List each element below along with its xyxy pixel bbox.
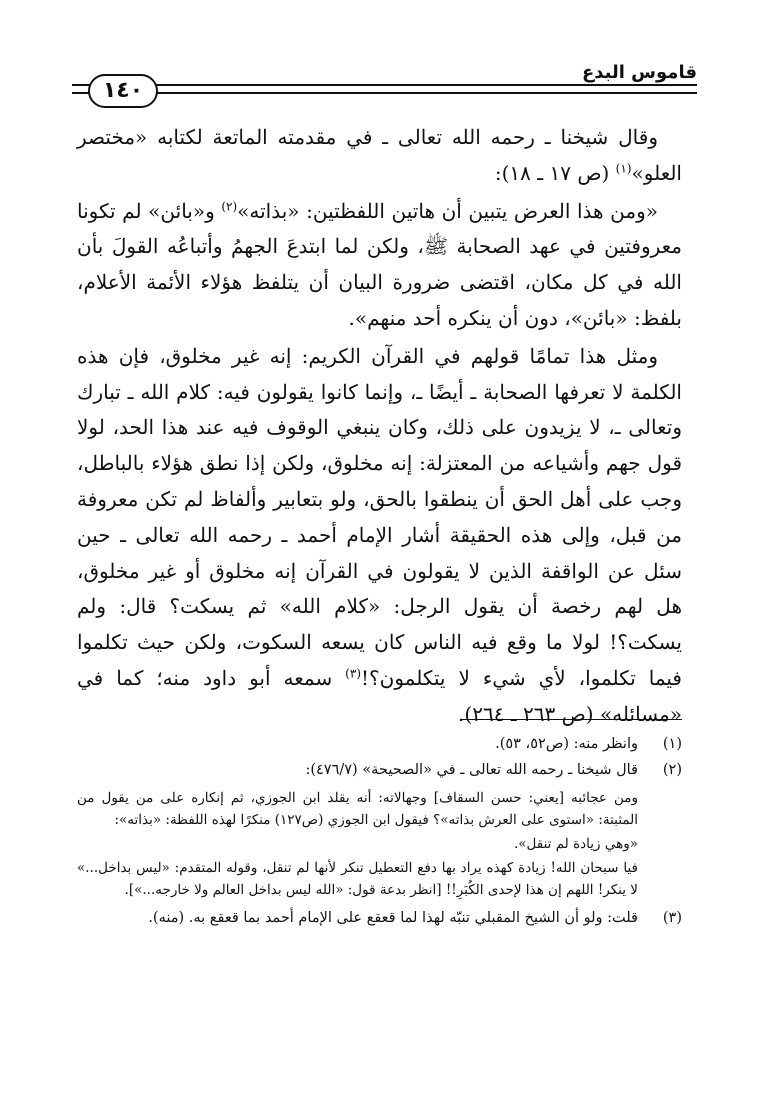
paragraph-2-text-b: و«بائن» لم تكونا معروفتين في عهد الصحابة ﷺ، ولكن لما ابتدعَ الجهمُ وأتباعُه القولَ بأن الله في كل مكان، اقتضى ضرورة البيان أن يتلفظ هؤلاء الأئمة الأعلام، بلفظ: «بائن»، دون أن ينكره أحد منهم». [77,198,682,330]
footnote-1 [77,731,682,757]
footnote-3-text: قلت: ولو أن الشيخ المقبلي تنبّه لهذا لما قعقع على الإمام أحمد بما قعقع به. (منه). [148,910,638,926]
paragraph-3 [77,339,682,733]
main-text [77,120,682,735]
footnote-2-quote-2: «وهي زيادة لم تنقل». [513,836,638,852]
footnote-3-marker: (٣) [662,910,682,926]
footnote-2-quote [77,787,682,901]
header-rule-lower [72,92,697,94]
footnote-2-text: قال شيخنا ـ رحمه الله تعالى ـ في «الصحيحة» (٤٧٦/٧): [305,762,638,778]
paragraph-3-text-a: ومثل هذا تمامًا قولهم في القرآن الكريم: إنه غير مخلوق، فإن هذه الكلمة لا تعرفها الصحابة ـ أيضًا ـ، وإنما كانوا يقولون فيه: كلام الله ـ تبارك وتعالى ـ، لا يزيدون على ذلك، وكان ينبغي الوقوف فيه عند هذا الحد، لولا قول جهم وأشياعه من المعتزلة: إنه مخلوق، ولكن إذا نطق هؤلاء بالباطل، وجب على أهل الحق أن ينطقوا بالحق، ولو بتعابير وألفاظ لم تكن معروفة من قبل، وإلى هذه الحقيقة أشار الإمام أحمد ـ رحمه الله تعالى ـ حين سئل عن الواقفة الذين لا يقولون في القرآن إنه مخلوق أو غير مخلوق، هل لهم رخصة أن يقول الرجل: «كلام الله» ثم يسكت؟ قال: ولم يسكت؟! لولا ما وقع فيه الناس كان يسعه السكوت، ولكن حيث تكلموا فيما تكلموا، لأي شيء لا يتكلمون؟! [77,343,682,690]
footnote-separator [462,719,682,720]
paragraph-3-text-b: سمعه أبو داود منه؛ كما في «مسائله» (ص ٢٦٣ ـ ٢٦٤). [77,665,682,726]
header-rule-upper [72,84,697,86]
footnote-2-quote-1: ومن عجائبه [يعني: حسن السقاف] وجهالاته: أنه يقلد ابن الجوزي، ثم إنكاره على من يقول من المثبتة: «استوى على العرش بذاته»؟ فيقول ابن الجوزي (ص١٢٧) منكرًا لهذه اللفظة: «بذاته»: [77,790,638,828]
page-header [72,54,697,110]
footnote-ref-2: (٢) [221,198,238,213]
page-title: قاموس البدع [581,62,697,83]
footnote-2-marker: (٢) [662,762,682,778]
paragraph-1-text: وقال شيخنا ـ رحمه الله تعالى ـ في مقدمته الماتعة لكتابه «مختصر العلو» [77,125,682,185]
footnotes [77,731,682,931]
footnote-1-text: وانظر منه: (ص٥٢، ٥٣). [495,736,638,752]
footnote-2-quote-3: فيا سبحان الله! زيادة كهذه يراد بها دفع التعطيل تنكر لأنها لم تنقل، وقوله المتقدم: «ليس بداخل...» لا ينكر! اللهم إن هذا لإحدى الكُبَرِ!! [انظر بدعة قول: «الله ليس بداخل العالم ولا خارجه...»]. [77,860,638,898]
footnote-3 [77,905,682,931]
paragraph-2-text-a: «ومن هذا العرض يتبين أن هاتين اللفظتين: «بذاته» [237,198,658,223]
footnote-2 [77,757,682,783]
paragraph-2 [77,194,682,337]
paragraph-1-end: (ص ١٧ ـ ١٨): [494,160,616,185]
footnote-1-marker: (١) [662,736,682,752]
page-number: ١٤٠ [88,74,158,108]
footnote-ref-3: (٣) [345,666,361,681]
footnote-ref-1: (١) [615,161,632,176]
paragraph-1 [77,120,682,192]
